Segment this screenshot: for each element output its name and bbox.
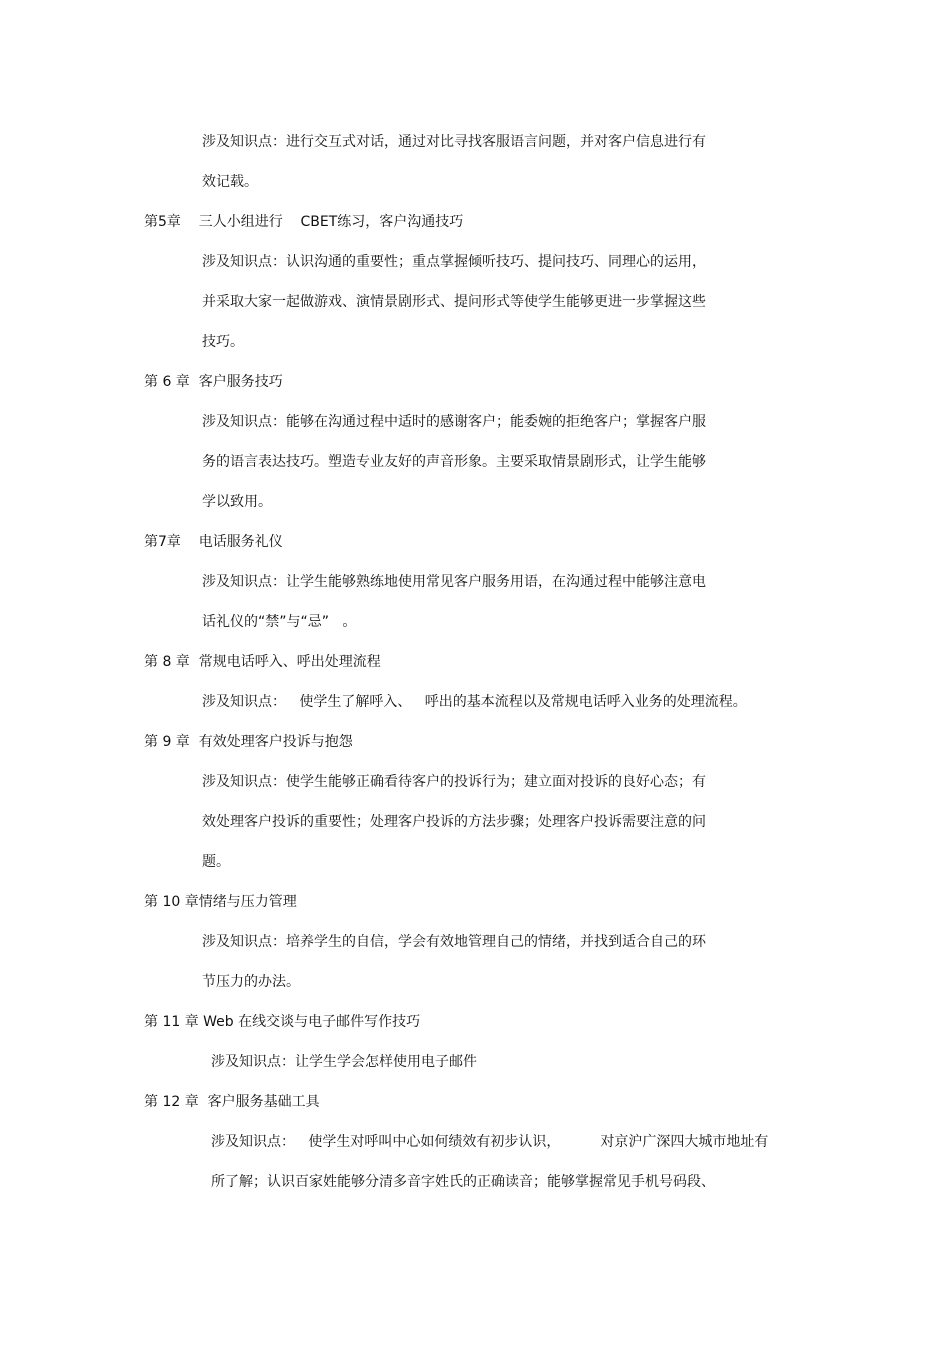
chapter-heading: 第 11 章 Web 在线交谈与电子邮件写作技巧 xyxy=(144,1014,421,1030)
chapter-heading: 第 9 章 有效处理客户投诉与抱怨 xyxy=(144,734,353,750)
body-text-line: 题。 xyxy=(202,854,230,870)
body-text-line: 学以致用。 xyxy=(202,494,272,510)
body-text-line: 效记载。 xyxy=(202,174,258,190)
body-text-line: 涉及知识点： 使学生对呼叫中心如何绩效有初步认识， 对京沪广深四大城市地址有 xyxy=(211,1134,769,1150)
body-text-line: 所了解；认识百家姓能够分清多音字姓氏的正确读音；能够掌握常见手机号码段、 xyxy=(211,1174,715,1190)
body-text-line: 节压力的办法。 xyxy=(202,974,300,990)
body-text-line: 涉及知识点：让学生学会怎样使用电子邮件 xyxy=(211,1054,477,1070)
body-text-line: 话礼仪的“禁”与“忌” 。 xyxy=(202,614,357,630)
body-text-line: 涉及知识点：让学生能够熟练地使用常见客户服务用语，在沟通过程中能够注意电 xyxy=(202,574,706,590)
chapter-heading: 第5章 三人小组进行 CBET练习，客户沟通技巧 xyxy=(144,214,464,230)
chapter-heading: 第 10 章情绪与压力管理 xyxy=(144,894,297,910)
body-text-line: 涉及知识点：使学生能够正确看待客户的投诉行为；建立面对投诉的良好心态；有 xyxy=(202,774,706,790)
body-text-line: 涉及知识点：培养学生的自信，学会有效地管理自己的情绪，并找到适合自己的环 xyxy=(202,934,706,950)
body-text-line: 涉及知识点：能够在沟通过程中适时的感谢客户；能委婉的拒绝客户；掌握客户服 xyxy=(202,414,706,430)
chapter-heading: 第 6 章 客户服务技巧 xyxy=(144,374,283,390)
body-text-line: 务的语言表达技巧。塑造专业友好的声音形象。主要采取情景剧形式，让学生能够 xyxy=(202,454,706,470)
chapter-heading: 第 8 章 常规电话呼入、呼出处理流程 xyxy=(144,654,381,670)
body-text-line: 涉及知识点： 使学生了解呼入、 呼出的基本流程以及常规电话呼入业务的处理流程。 xyxy=(202,694,747,710)
chapter-heading: 第 12 章 客户服务基础工具 xyxy=(144,1094,320,1110)
body-text-line: 效处理客户投诉的重要性；处理客户投诉的方法步骤；处理客户投诉需要注意的问 xyxy=(202,814,706,830)
body-text-line: 技巧。 xyxy=(202,334,244,350)
chapter-heading: 第7章 电话服务礼仪 xyxy=(144,534,283,550)
body-text-line: 并采取大家一起做游戏、演情景剧形式、提问形式等使学生能够更进一步掌握这些 xyxy=(202,294,706,310)
body-text-line: 涉及知识点：认识沟通的重要性；重点掌握倾听技巧、提问技巧、同理心的运用， xyxy=(202,254,706,270)
body-text-line: 涉及知识点：进行交互式对话，通过对比寻找客服语言问题，并对客户信息进行有 xyxy=(202,134,706,150)
